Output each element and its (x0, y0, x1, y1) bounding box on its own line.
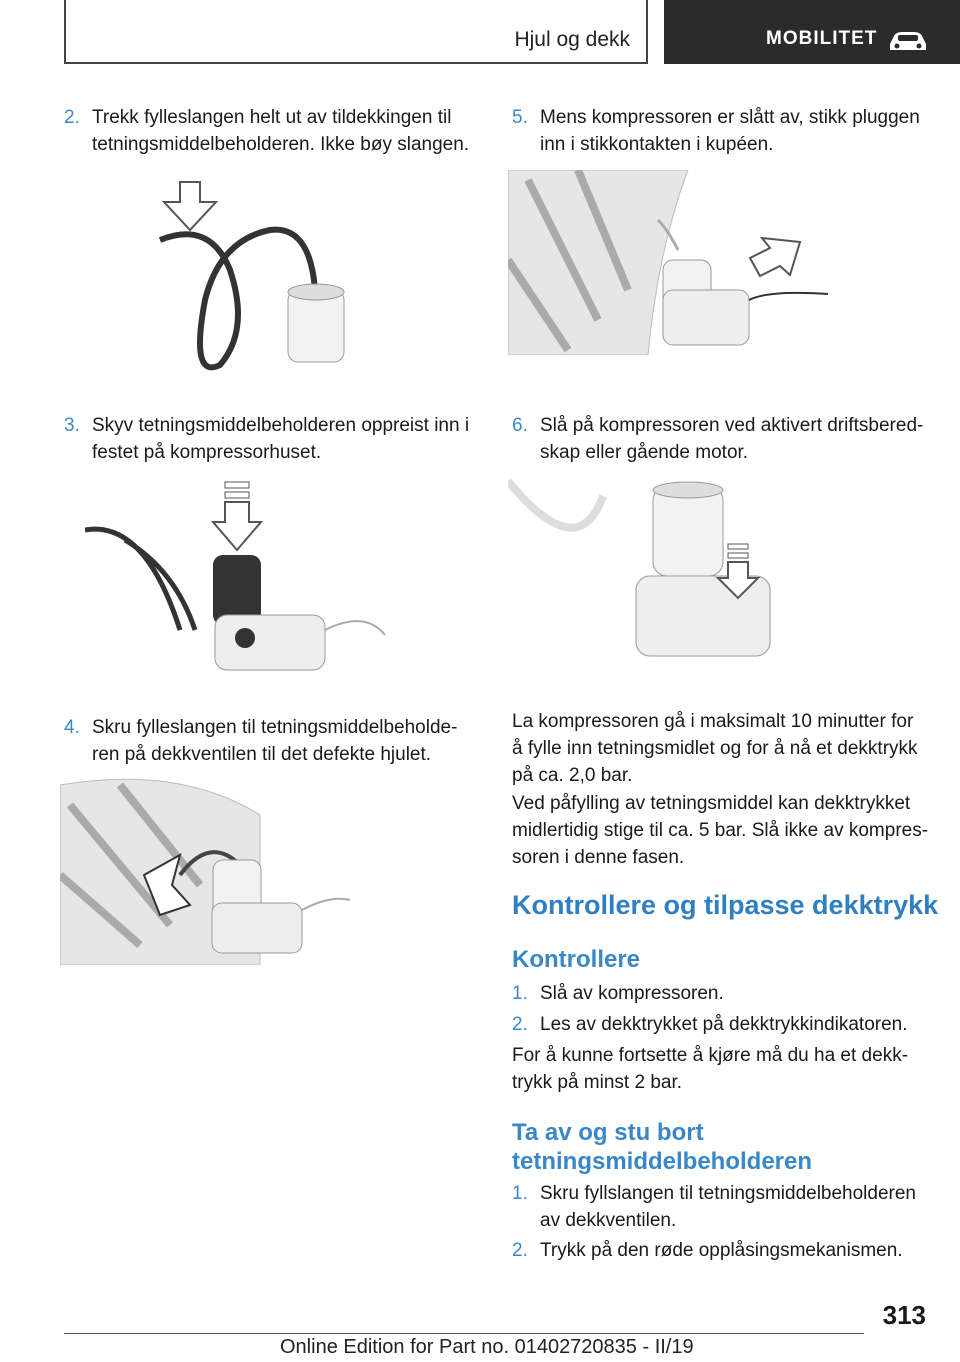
paragraph-minimum-pressure (512, 1042, 932, 1096)
paragraph-pressure-rise (512, 790, 932, 871)
car-icon (886, 30, 930, 52)
container-insert-illustration (85, 480, 395, 690)
step-number: 2. (512, 1240, 528, 1261)
step-number: 2. (512, 1014, 528, 1035)
hose-illustration (150, 180, 350, 375)
section-title: Kontrollere og tilpasse dekktrykk (512, 890, 939, 920)
step-line: Slå på kompressoren ved aktivert driftsbered- (540, 415, 924, 436)
paragraph-line: For å kunne fortsette å kjøre må du ha et dekk- (512, 1045, 909, 1066)
header-section-title: Hjul og dekk (514, 28, 630, 51)
step-line: skap eller gående motor. (540, 442, 749, 463)
subsection-title-check: Kontrollere (512, 946, 641, 973)
paragraph-line: midlertidig stige til ca. 5 bar. Slå ikke av kompres- (512, 820, 929, 841)
step-number: 5. (512, 107, 528, 128)
header-chapter-tab (664, 0, 960, 64)
valve-connect-illustration (60, 775, 360, 965)
step-number: 2. (64, 107, 80, 128)
plug-in-illustration (508, 170, 830, 355)
paragraph-line: på ca. 2,0 bar. (512, 765, 633, 786)
subsection-title-line: Ta av og stu bort (512, 1119, 704, 1146)
step-number: 1. (512, 983, 528, 1004)
footer-edition: Online Edition for Part no. 01402720835 - II/19 (280, 1336, 694, 1358)
step-line: ren på dekkventilen til det defekte hjulet. (92, 744, 432, 765)
page-number: 313 (882, 1300, 926, 1330)
step-line: Skru fyllslangen til tetningsmiddelbeholderen (540, 1183, 917, 1204)
step-line: festet på kompressorhuset. (92, 442, 322, 463)
step-number: 3. (64, 415, 80, 436)
step-line: Les av dekktrykket på dekktrykkindikatoren. (540, 1014, 908, 1035)
step-line: Trykk på den røde opplåsingsmekanismen. (540, 1240, 903, 1261)
paragraph-line: soren i denne fasen. (512, 847, 685, 868)
paragraph-line: Ved påfylling av tetningsmiddel kan dekktrykket (512, 793, 911, 814)
step-line: Slå av kompressoren. (540, 983, 724, 1004)
step-number: 1. (512, 1183, 528, 1204)
step-line: Skyv tetningsmiddelbeholderen oppreist inn i (92, 415, 470, 436)
step-line: av dekkventilen. (540, 1210, 677, 1231)
step-line: Trekk fylleslangen helt ut av tildekkingen til (92, 107, 452, 128)
footer-divider (64, 1333, 864, 1334)
paragraph-line: La kompressoren gå i maksimalt 10 minutter for (512, 711, 914, 732)
step-line: inn i stikkontakten i kupéen. (540, 134, 774, 155)
step-line: Skru fylleslangen til tetningsmiddelbeholde- (92, 717, 458, 738)
header-chapter-label: MOBILITET (766, 28, 878, 49)
subsection-title-line: tetningsmiddelbeholderen (512, 1148, 813, 1175)
step-number: 6. (512, 415, 528, 436)
compressor-on-illustration (508, 476, 778, 671)
paragraph-line: å fylle inn tetningsmidlet og for å nå et dekktrykk (512, 738, 918, 759)
subsection-title-remove (512, 1118, 812, 1176)
paragraph-inflation-time (512, 708, 932, 789)
paragraph-line: trykk på minst 2 bar. (512, 1072, 683, 1093)
step-number: 4. (64, 717, 80, 738)
step-line: Mens kompressoren er slått av, stikk pluggen (540, 107, 920, 128)
step-line: tetningsmiddelbeholderen. Ikke bøy slangen. (92, 134, 470, 155)
